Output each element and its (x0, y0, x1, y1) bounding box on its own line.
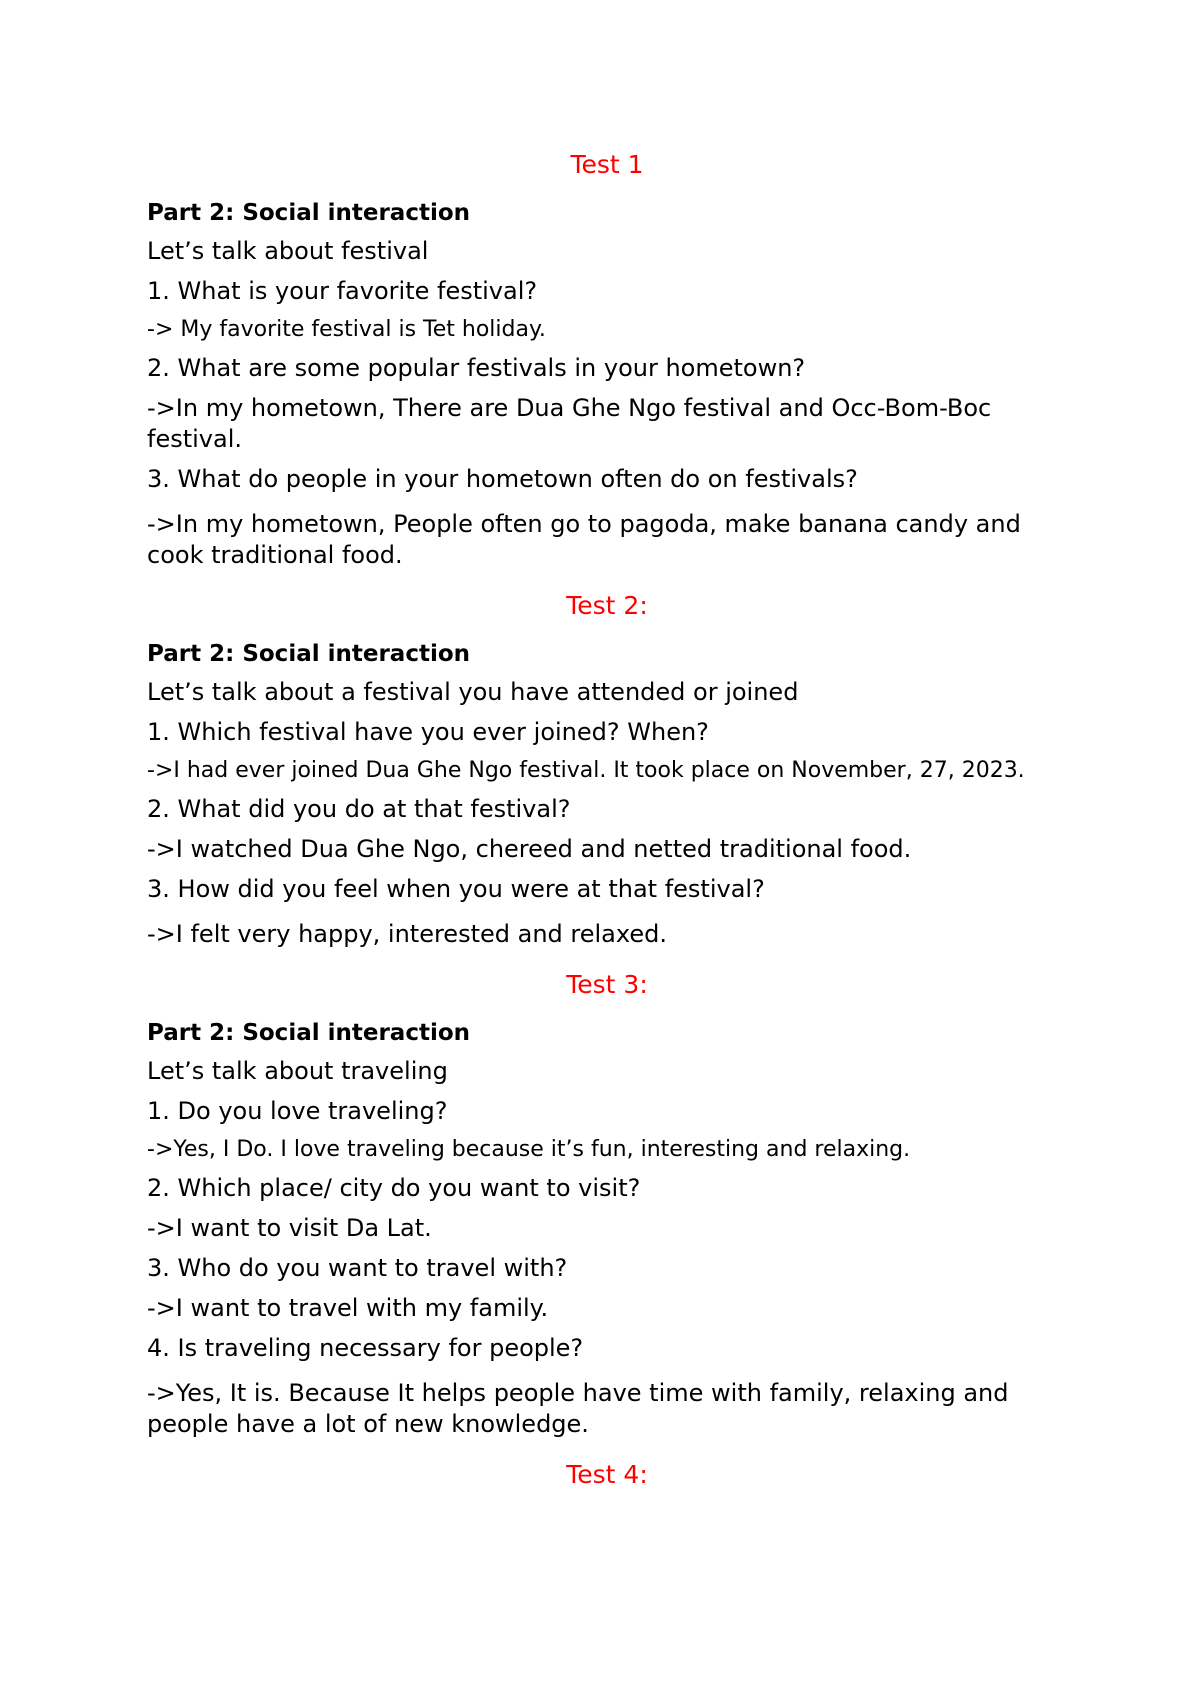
test-3-answer-2: ->I want to visit Da Lat. (147, 1214, 432, 1242)
test-2-question-1: 1. Which festival have you ever joined? When? (147, 718, 709, 746)
test-3-answer-1: ->Yes, I Do. I love traveling because it’s fun, interesting and relaxing. (147, 1137, 911, 1162)
test-2-answer-2: ->I watched Dua Ghe Ngo, chereed and netted traditional food. (147, 835, 912, 863)
test-2-title: Test 2: (566, 591, 648, 620)
test-3-section (147, 968, 1067, 1440)
test-3-topic: Let’s talk about traveling (147, 1057, 448, 1085)
test-3-question-2: 2. Which place/ city do you want to visit? (147, 1174, 641, 1202)
test-1-part-title: Part 2: Social interaction (147, 200, 471, 226)
test-2-part-title: Part 2: Social interaction (147, 641, 471, 667)
test-1-question-1: 1. What is your favorite festival? (147, 277, 538, 305)
test-2-answer-3: ->I felt very happy, interested and relaxed. (147, 920, 667, 948)
test-3-answer-4: ->Yes, It is. Because It helps people have time with family, relaxing and people have a lot of new knowledge. (147, 1379, 1009, 1438)
test-2-question-3: 3. How did you feel when you were at that festival? (147, 875, 765, 903)
test-3-question-4: 4. Is traveling necessary for people? (147, 1334, 584, 1362)
test-1-title: Test 1 (570, 150, 644, 179)
test-4-section (147, 1458, 1067, 1492)
test-1-answer-3: ->In my hometown, People often go to pagoda, make banana candy and cook traditional food. (147, 510, 1021, 569)
test-1-answer-2: ->In my hometown, There are Dua Ghe Ngo festival and Occ-Bom-Boc festival. (147, 394, 992, 453)
test-1-section (147, 148, 1067, 571)
test-1-answer-1: -> My favorite festival is Tet holiday. (147, 317, 546, 342)
test-4-title: Test 4: (566, 1460, 648, 1489)
test-1-question-3: 3. What do people in your hometown often do on festivals? (147, 465, 858, 493)
test-2-question-2: 2. What did you do at that festival? (147, 795, 571, 823)
test-2-answer-1: ->I had ever joined Dua Ghe Ngo festival. It took place on November, 27, 2023. (147, 758, 1025, 783)
test-3-question-1: 1. Do you love traveling? (147, 1097, 448, 1125)
test-2-topic: Let’s talk about a festival you have attended or joined (147, 678, 799, 706)
test-3-answer-3: ->I want to travel with my family. (147, 1294, 549, 1322)
test-1-topic: Let’s talk about festival (147, 237, 429, 265)
test-3-part-title: Part 2: Social interaction (147, 1020, 471, 1046)
test-2-section (147, 589, 1067, 950)
test-3-title: Test 3: (566, 970, 648, 999)
test-3-question-3: 3. Who do you want to travel with? (147, 1254, 568, 1282)
document-page (147, 148, 1067, 1510)
test-1-question-2: 2. What are some popular festivals in your hometown? (147, 354, 806, 382)
